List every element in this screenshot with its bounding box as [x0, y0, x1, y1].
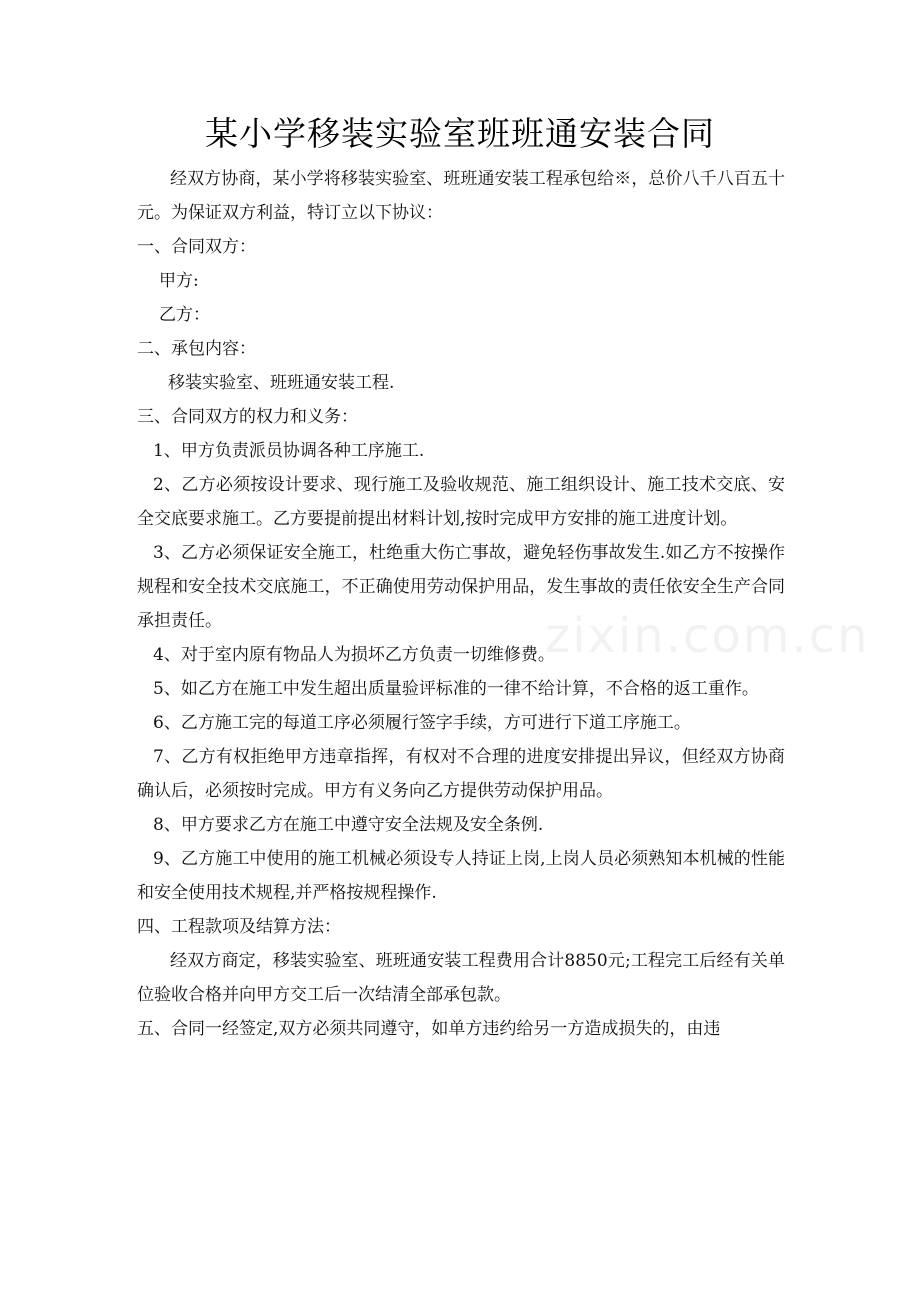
document-body [137, 162, 785, 1046]
document-title: 某小学移装实验室班班通安装合同 [205, 114, 715, 153]
watermark-text: zixin.com.cn [545, 608, 870, 664]
intro-paragraph: 经双方协商，某小学将移装实验室、班班通安装工程承包给※，总价八千八百五十元。为保证双方利益，特订立以下协议： [137, 169, 785, 223]
clause-item: 2、乙方必须按设计要求、现行施工及验收规范、施工组织设计、施工技术交底、安全交底要求施工。乙方要提前提出材料计划,按时完成甲方安排的施工进度计划。 [137, 475, 785, 529]
party-a-line: 甲方: [159, 271, 199, 291]
section-1-heading: 一、合同双方： [137, 237, 256, 257]
clause-item: 9、乙方施工中使用的施工机械必须设专人持证上岗,上岗人员必须熟知本机械的性能和安全使用技术规程,并严格按规程操作. [137, 849, 785, 903]
section-5-heading: 五、合同一经签定,双方必须共同遵守，如单方违约给另一方造成损失的，由违 [137, 1019, 721, 1039]
clause-item: 7、乙方有权拒绝甲方违章指挥，有权对不合理的进度安排提出异议，但经双方协商确认后，必须按时完成。甲方有义务向乙方提供劳动保护用品。 [137, 747, 785, 801]
section-4-heading: 四、工程款项及结算方法： [137, 917, 341, 937]
clause-item: 4、对于室内原有物品人为损坏乙方负责一切维修费。 [153, 645, 555, 665]
section-2-content: 移装实验室、班班通安装工程. [168, 373, 395, 393]
clause-item: 5、如乙方在施工中发生超出质量验评标准的一律不给计算，不合格的返工重作。 [153, 679, 759, 699]
section-3-heading: 三、合同双方的权力和义务： [137, 407, 358, 427]
section-2-heading: 二、承包内容： [137, 339, 256, 359]
clause-item: 3、乙方必须保证安全施工，杜绝重大伤亡事故，避免轻伤事故发生.如乙方不按操作规程和安全技术交底施工，不正确使用劳动保护用品，发生事故的责任依安全生产合同承担责任。 [137, 543, 785, 631]
clause-item: 6、乙方施工完的每道工序必须履行签字手续，方可进行下道工序施工。 [153, 713, 691, 733]
party-b-line: 乙方： [159, 305, 210, 325]
clause-item: 8、甲方要求乙方在施工中遵守安全法规及安全条例. [153, 815, 544, 835]
section-4-content: 经双方商定，移装实验室、班班通安装工程费用合计8850元;工程完工后经有关单位验收合格并向甲方交工后一次结清全部承包款。 [137, 951, 785, 1005]
clause-item: 1、甲方负责派员协调各种工序施工. [153, 441, 425, 461]
